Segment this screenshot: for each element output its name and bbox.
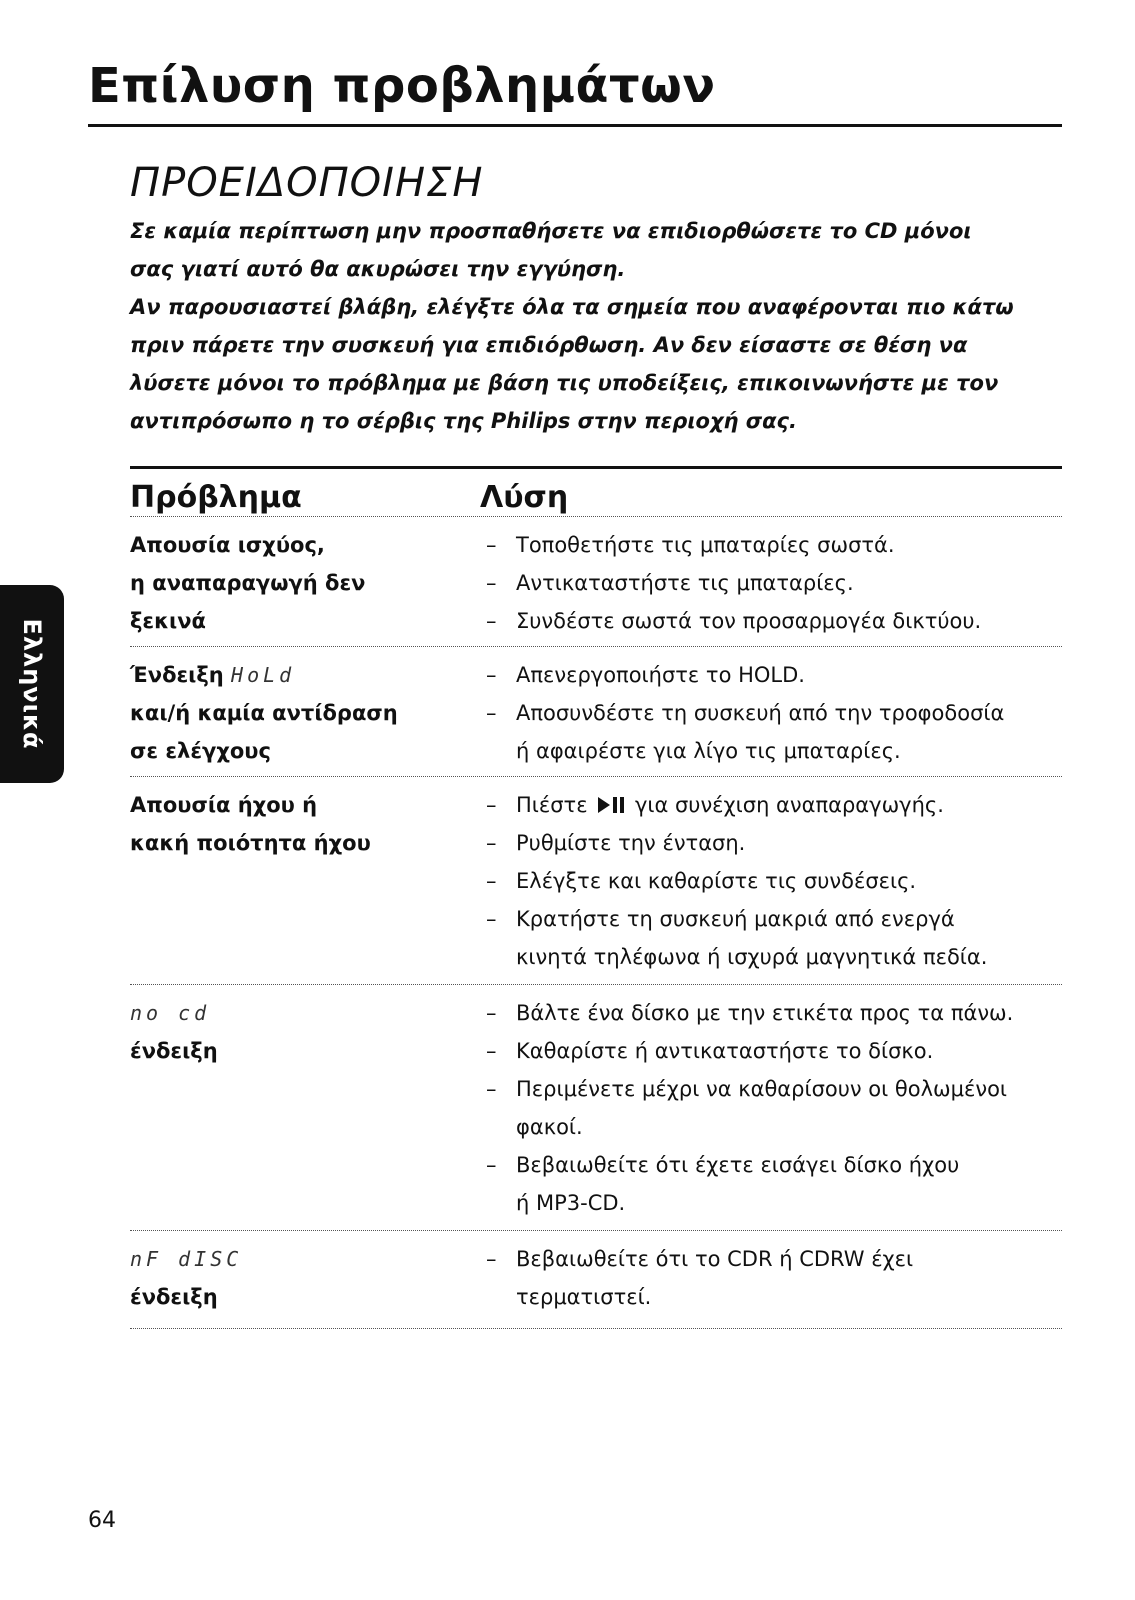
warning-line: αντιπρόσωπο η το σέρβις της Philips στην περιοχή σας.	[130, 409, 797, 433]
solution-item	[486, 564, 1076, 602]
dash-bullet: –	[486, 1039, 497, 1063]
solution-cell	[486, 656, 1076, 770]
solution-item	[486, 1146, 1076, 1222]
solution-item	[486, 900, 1076, 976]
problem-line: και/ή καμία αντίδραση	[130, 701, 398, 725]
problem-prefix: Ένδειξη	[130, 663, 224, 687]
solution-item	[486, 694, 1076, 770]
solution-item	[486, 526, 1076, 564]
solution-line: Κρατήστε τη συσκευή μακριά από ενεργά	[516, 907, 955, 931]
warning-heading: ΠΡΟΕΙΔΟΠΟΙΗΣΗ	[130, 160, 484, 206]
problem-line	[130, 656, 450, 694]
solution-item	[486, 862, 1076, 900]
warning-line: Σε καμία περίπτωση μην προσπαθήσετε να επιδιορθώσετε το CD μόνοι	[130, 219, 972, 243]
solution-item	[486, 786, 1076, 824]
problem-line	[130, 994, 450, 1032]
row-divider	[130, 776, 1062, 777]
dash-bullet: –	[486, 907, 497, 931]
solution-item	[486, 1032, 1076, 1070]
problem-line: Απουσία ήχου ή	[130, 793, 318, 817]
solution-line	[516, 786, 1076, 824]
problem-line: Απουσία ισχύος,	[130, 533, 325, 557]
page-title: Επίλυση προβλημάτων	[88, 58, 716, 114]
dash-bullet: –	[486, 1247, 497, 1271]
problem-line: σε ελέγχους	[130, 739, 271, 763]
row-divider	[130, 1230, 1062, 1231]
lcd-display-text: no cd	[130, 1001, 211, 1025]
solution-text: για συνέχιση αναπαραγωγής.	[634, 793, 944, 817]
solution-line: φακοί.	[516, 1115, 583, 1139]
lcd-display-text: HoLd	[231, 663, 296, 687]
title-divider	[88, 124, 1062, 127]
solution-cell	[486, 994, 1076, 1222]
solution-cell	[486, 526, 1076, 640]
solution-line: Βάλτε ένα δίσκο με την ετικέτα προς τα πάνω.	[516, 1001, 1014, 1025]
solution-cell	[486, 1240, 1076, 1316]
problem-cell	[130, 786, 450, 862]
column-header-solution: Λύση	[480, 480, 569, 515]
row-divider	[130, 1328, 1062, 1329]
solution-line: τερματιστεί.	[516, 1285, 652, 1309]
solution-item	[486, 602, 1076, 640]
solution-line: Περιμένετε μέχρι να καθαρίσουν οι θολωμένοι	[516, 1077, 1008, 1101]
warning-text	[130, 212, 1050, 440]
problem-line: ξεκινά	[130, 609, 206, 633]
solution-item	[486, 656, 1076, 694]
dash-bullet: –	[486, 1001, 497, 1025]
problem-line: κακή ποιότητα ήχου	[130, 831, 371, 855]
problem-line: ένδειξη	[130, 1285, 218, 1309]
dash-bullet: –	[486, 571, 497, 595]
dash-bullet: –	[486, 1153, 497, 1177]
solution-cell	[486, 786, 1076, 976]
solution-line: Βεβαιωθείτε ότι έχετε εισάγει δίσκο ήχου	[516, 1153, 960, 1177]
problem-cell	[130, 526, 450, 640]
play-pause-icon	[596, 796, 626, 814]
problem-line: η αναπαραγωγή δεν	[130, 571, 366, 595]
warning-line: Αν παρουσιαστεί βλάβη, ελέγξτε όλα τα σημεία που αναφέρονται πιο κάτω	[130, 295, 1014, 319]
page-number: 64	[88, 1508, 116, 1533]
solution-text: Πιέστε	[516, 793, 588, 817]
solution-item	[486, 1070, 1076, 1146]
solution-line: ή αφαιρέστε για λίγο τις μπαταρίες.	[516, 739, 901, 763]
solution-item	[486, 1240, 1076, 1316]
row-divider	[130, 984, 1062, 985]
problem-line: ένδειξη	[130, 1039, 218, 1063]
warning-line: πριν πάρετε την συσκευή για επιδιόρθωση. Αν δεν είσαστε σε θέση να	[130, 333, 968, 357]
solution-line: ή MP3-CD.	[516, 1191, 626, 1215]
language-label: Ελληνικά	[18, 618, 46, 750]
solution-line: Απενεργοποιήστε το HOLD.	[516, 663, 805, 687]
dash-bullet: –	[486, 1077, 497, 1101]
dash-bullet: –	[486, 533, 497, 557]
solution-item	[486, 994, 1076, 1032]
problem-cell	[130, 1240, 450, 1316]
solution-line: Τοποθετήστε τις μπαταρίες σωστά.	[516, 533, 895, 557]
solution-line: Αποσυνδέστε τη συσκευή από την τροφοδοσία	[516, 701, 1005, 725]
table-top-divider	[130, 466, 1062, 469]
dash-bullet: –	[486, 831, 497, 855]
column-header-problem: Πρόβλημα	[130, 480, 302, 515]
warning-line: λύσετε μόνοι το πρόβλημα με βάση τις υποδείξεις, επικοινωνήστε με τον	[130, 371, 999, 395]
dash-bullet: –	[486, 869, 497, 893]
solution-line: Ρυθμίστε την ένταση.	[516, 831, 746, 855]
problem-line	[130, 1240, 450, 1278]
row-divider	[130, 646, 1062, 647]
solution-line: Καθαρίστε ή αντικαταστήστε το δίσκο.	[516, 1039, 934, 1063]
dash-bullet: –	[486, 609, 497, 633]
dash-bullet: –	[486, 793, 497, 817]
language-side-tab	[0, 585, 64, 783]
warning-line: σας γιατί αυτό θα ακυρώσει την εγγύηση.	[130, 257, 626, 281]
solution-line: Βεβαιωθείτε ότι το CDR ή CDRW έχει	[516, 1247, 914, 1271]
dash-bullet: –	[486, 663, 497, 687]
solution-item	[486, 824, 1076, 862]
problem-cell	[130, 656, 450, 770]
solution-line: Συνδέστε σωστά τον προσαρμογέα δικτύου.	[516, 609, 982, 633]
lcd-display-text: nF dISC	[130, 1247, 243, 1271]
solution-line: Ελέγξτε και καθαρίστε τις συνδέσεις.	[516, 869, 917, 893]
row-divider	[130, 516, 1062, 517]
solution-line: Αντικαταστήστε τις μπαταρίες.	[516, 571, 854, 595]
problem-cell	[130, 994, 450, 1070]
dash-bullet: –	[486, 701, 497, 725]
solution-line: κινητά τηλέφωνα ή ισχυρά μαγνητικά πεδία.	[516, 945, 988, 969]
